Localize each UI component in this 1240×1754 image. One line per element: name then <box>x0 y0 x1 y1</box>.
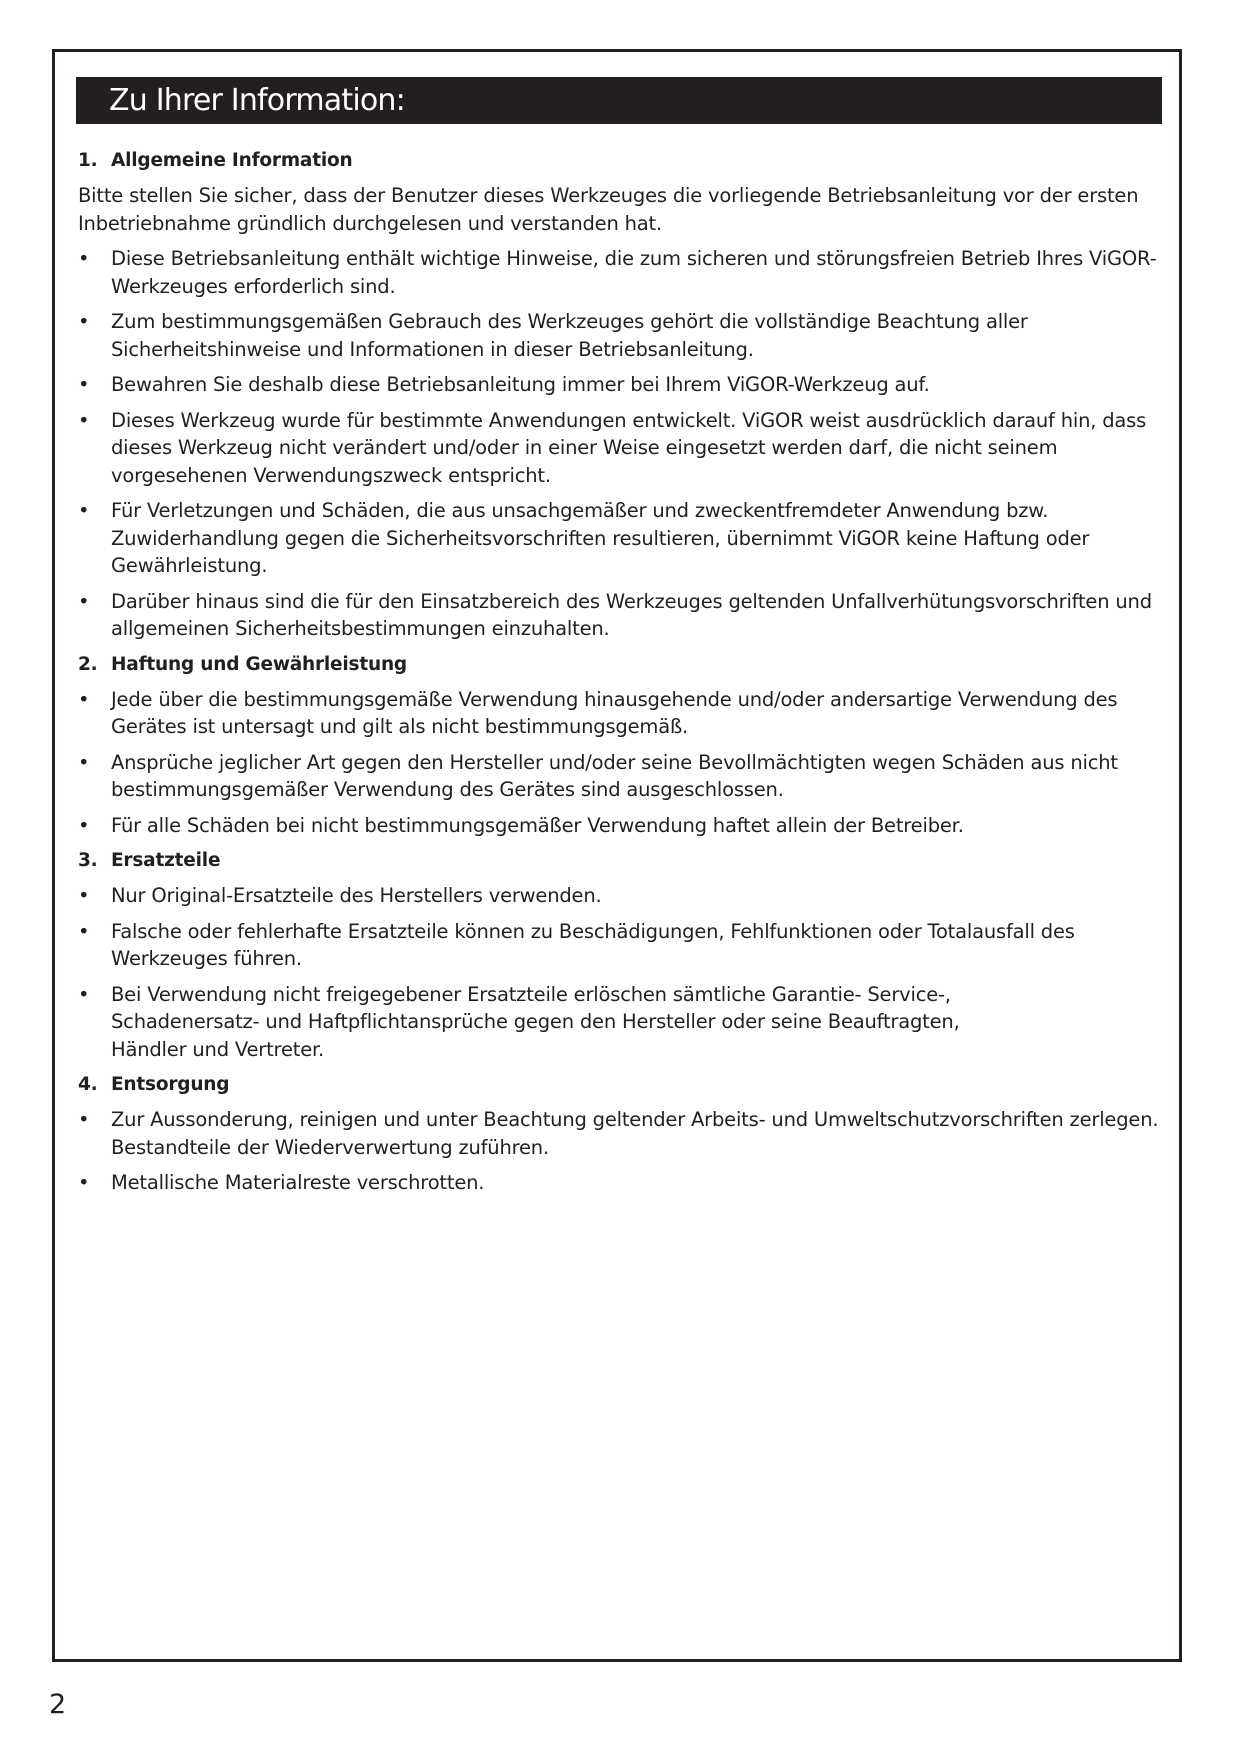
bullet-item <box>78 588 1168 643</box>
bullet-text: Jede über die bestimmungsgemäße Verwendung hinausgehende und/oder andersartige Verwendung des Gerätes ist untersagt und gilt als nicht bestimmungsgemäß. <box>111 687 1118 738</box>
bullet-text: Falsche oder fehlerhafte Ersatzteile können zu Beschädigungen, Fehlfunktionen oder Totalausfall des Werkzeuges führen. <box>111 919 1075 970</box>
bullet-item <box>78 308 1168 363</box>
bullet-dot-icon: • <box>78 408 90 432</box>
bullet-item <box>78 371 1168 399</box>
bullet-dot-icon: • <box>78 1108 90 1131</box>
bullet-dot-icon: • <box>78 373 90 396</box>
bullet-dot-icon: • <box>78 589 90 613</box>
section-heading <box>78 147 1168 174</box>
bullet-item <box>78 981 1168 1064</box>
section-heading <box>78 847 1168 874</box>
bullet-item <box>78 497 1168 580</box>
bullet-item <box>78 245 1168 300</box>
section-heading-text: Allgemeine Information <box>111 150 353 171</box>
section-number: 1. <box>78 150 98 171</box>
bullet-item <box>78 749 1168 804</box>
bullet-text: Nur Original-Ersatzteile des Herstellers verwenden. <box>111 884 602 907</box>
page-title: Zu Ihrer Information: <box>109 83 405 118</box>
section-heading <box>78 651 1168 678</box>
bullet-item <box>78 407 1168 490</box>
bullet-text: Diese Betriebsanleitung enthält wichtige Hinweise, die zum sicheren und störungsfreien Betrieb Ihres ViGOR-Werkzeuges erforderlich sind. <box>111 247 1157 298</box>
bullet-dot-icon: • <box>78 499 90 522</box>
page-number: 2 <box>49 1689 67 1720</box>
section-number: 4. <box>78 1074 98 1095</box>
bullet-text: Dieses Werkzeug wurde für bestimmte Anwendungen entwickelt. ViGOR weist ausdrücklich darauf hin, dass dieses Werkzeug nicht verändert und/oder in einer Weise eingesetzt werden darf, die nicht seinem vorgesehenen Verwendungszweck entspricht. <box>111 408 1147 487</box>
bullet-text: Metallische Materialreste verschrotten. <box>111 1171 485 1194</box>
bullet-dot-icon: • <box>78 919 90 943</box>
bullet-text: Bei Verwendung nicht freigegebener Ersatzteile erlöschen sämtliche Garantie- Service-, Schadenersatz- und Haftpflichtansprüche gegen den Hersteller oder seine Beauftragten, Händler und Vertreter. <box>111 982 960 1061</box>
bullet-item <box>78 686 1168 741</box>
bullet-text: Zum bestimmungsgemäßen Gebrauch des Werkzeuges gehört die vollständige Beachtung aller Sicherheitshinweise und Informationen in dieser Betriebsanleitung. <box>111 310 1028 361</box>
bullet-item <box>78 812 1168 840</box>
bullet-dot-icon: • <box>78 884 90 907</box>
section-heading-text: Ersatzteile <box>111 850 221 871</box>
bullet-dot-icon: • <box>78 247 90 270</box>
bullet-dot-icon: • <box>78 750 90 774</box>
section-heading <box>78 1071 1168 1098</box>
bullet-text: Für alle Schäden bei nicht bestimmungsgemäßer Verwendung haftet allein der Betreiber. <box>111 813 964 837</box>
bullet-dot-icon: • <box>78 982 90 1006</box>
bullet-dot-icon: • <box>78 1171 90 1194</box>
section-number: 2. <box>78 653 98 675</box>
section-number: 3. <box>78 850 98 871</box>
bullet-item <box>78 882 1168 910</box>
bullet-text: Für Verletzungen und Schäden, die aus unsachgemäßer und zweckentfremdeter Anwendung bzw. Zuwiderhandlung gegen die Sicherheitsvorschriften resultieren, übernimmt ViGOR keine Haftung oder Gewährleistung. <box>111 499 1090 577</box>
bullet-text: Ansprüche jeglicher Art gegen den Hersteller und/oder seine Bevollmächtigten wegen Schäden aus nicht bestimmungsgemäßer Verwendung des Gerätes sind ausgeschlossen. <box>111 750 1118 801</box>
bullet-text: Zur Aussonderung, reinigen und unter Beachtung geltender Arbeits- und Umweltschutzvorschriften zerlegen. Bestandteile der Wiederverwertung zuführen. <box>111 1108 1159 1159</box>
bullet-text: Bewahren Sie deshalb diese Betriebsanleitung immer bei Ihrem ViGOR-Werkzeug auf. <box>111 373 930 396</box>
bullet-item <box>78 918 1168 973</box>
bullet-dot-icon: • <box>78 813 90 837</box>
bullet-dot-icon: • <box>78 310 90 333</box>
bullet-item <box>78 1169 1168 1197</box>
section-heading-text: Haftung und Gewährleistung <box>111 653 407 675</box>
page-title-bar <box>76 77 1162 124</box>
section-intro-paragraph: Bitte stellen Sie sicher, dass der Benutzer dieses Werkzeuges die vorliegende Betriebsanleitung vor der ersten Inbetriebnahme gründlich durchgelesen und verstanden hat. <box>78 184 1139 235</box>
document-body <box>78 147 1168 1205</box>
bullet-item <box>78 1106 1168 1161</box>
bullet-dot-icon: • <box>78 687 90 711</box>
bullet-text: Darüber hinaus sind die für den Einsatzbereich des Werkzeuges geltenden Unfallverhütungsvorschriften und allgemeinen Sicherheitsbestimmungen einzuhalten. <box>111 589 1152 640</box>
section-heading-text: Entsorgung <box>111 1074 230 1095</box>
